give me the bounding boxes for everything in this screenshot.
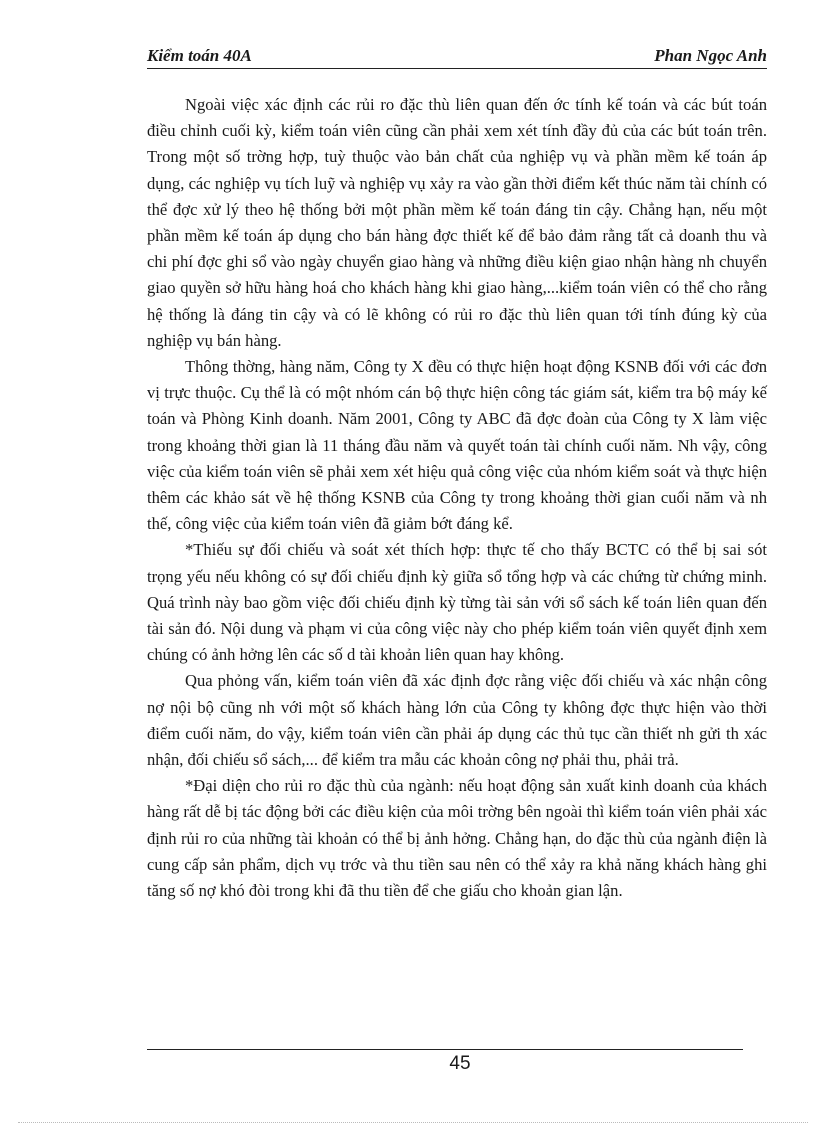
page-header <box>147 46 767 69</box>
paragraph-1: Ngoài việc xác định các rủi ro đặc thù liên quan đến ớc tính kế toán và các bút toán điều chỉnh cuối kỳ, kiểm toán viên cũng cần phải xem xét tính đầy đủ của các bút toán trên. Trong một số trờng hợp, tuỳ thuộc vào bản chất của nghiệp vụ và phần mềm kế toán áp dụng, các nghiệp vụ tích luỹ và nghiệp vụ xảy ra vào gần thời điểm kết thúc năm tài chính có thể đợc xử lý theo hệ thống bởi một phần mềm kế toán đáng tin cậy. Chẳng hạn, nếu một phần mềm kế toán áp dụng cho bán hàng đợc thiết kế để bảo đảm rằng tất cả doanh thu và chi phí đợc ghi sổ vào ngày chuyển giao hàng và những điều kiện giao nhận hàng nh chuyển giao quyền sở hữu hàng hoá cho khách hàng khi giao hàng,...kiểm toán viên có thể cho rằng hệ thống là đáng tin cậy và có lẽ không có rủi ro đặc thù liên quan tới tính đúng kỳ của nghiệp vụ bán hàng. <box>147 95 767 350</box>
paragraph-5: *Đại diện cho rủi ro đặc thù của ngành: nếu hoạt động sản xuất kinh doanh của khách hàng rất dễ bị tác động bởi các điều kiện của môi trờng bên ngoài thì kiểm toán viên phải xác định rủi ro của những tài khoản có thể bị ảnh hởng. Chẳng hạn, do đặc thù của ngành điện là cung cấp sản phẩm, dịch vụ trớc và thu tiền sau nên có thể xảy ra khả năng khách hàng ghi tăng số nợ khó đòi trong khi đã thu tiền để che giấu cho khoản gian lận. <box>147 776 767 901</box>
header-course: Kiểm toán 40A <box>147 46 252 65</box>
document-body <box>147 92 767 904</box>
footer-divider <box>147 1049 743 1050</box>
paragraph-4: Qua phỏng vấn, kiểm toán viên đã xác định đợc rằng việc đối chiếu và xác nhận công nợ nội bộ cũng nh với một số khách hàng lớn của Công ty không đợc thực hiện vào thời điểm cuối năm, do vậy, kiểm toán viên cần phải áp dụng các thủ tục cần thiết nh gửi th xác nhận, đối chiếu sổ sách,... để kiểm tra mẫu các khoản công nợ phải thu, phải trả. <box>147 671 767 770</box>
paragraph-3: *Thiếu sự đối chiếu và soát xét thích hợp: thực tế cho thấy BCTC có thể bị sai sót trọng yếu nếu không có sự đối chiếu định kỳ giữa sổ tổng hợp và các chứng từ chứng minh. Quá trình này bao gồm việc đối chiếu định kỳ từng tài sản với sổ sách kế toán liên quan đến tài sản đó. Nội dung và phạm vi của công việc này cho phép kiểm toán viên quyết định xem chúng có ảnh hởng lên các số d tài khoản liên quan hay không. <box>147 540 767 665</box>
page-number: 45 <box>449 1053 471 1074</box>
paragraph-2: Thông thờng, hàng năm, Công ty X đều có thực hiện hoạt động KSNB đối với các đơn vị trực thuộc. Cụ thể là có một nhóm cán bộ thực hiện công tác giám sát, kiểm tra bộ máy kế toán và Phòng Kinh doanh. Năm 2001, Công ty ABC đã đợc đoàn của Công ty X làm việc trong khoảng thời gian là 11 tháng đầu năm và quyết toán tài chính cuối năm. Nh vậy, công việc của kiểm toán viên sẽ phải xem xét hiệu quả công việc của nhóm kiểm soát và thực hiện thêm các khảo sát về hệ thống KSNB của Công ty trong khoảng thời gian cuối năm và nh thế, công việc của kiểm toán viên đã giảm bớt đáng kể. <box>147 357 767 534</box>
header-author: Phan Ngọc Anh <box>654 46 767 65</box>
